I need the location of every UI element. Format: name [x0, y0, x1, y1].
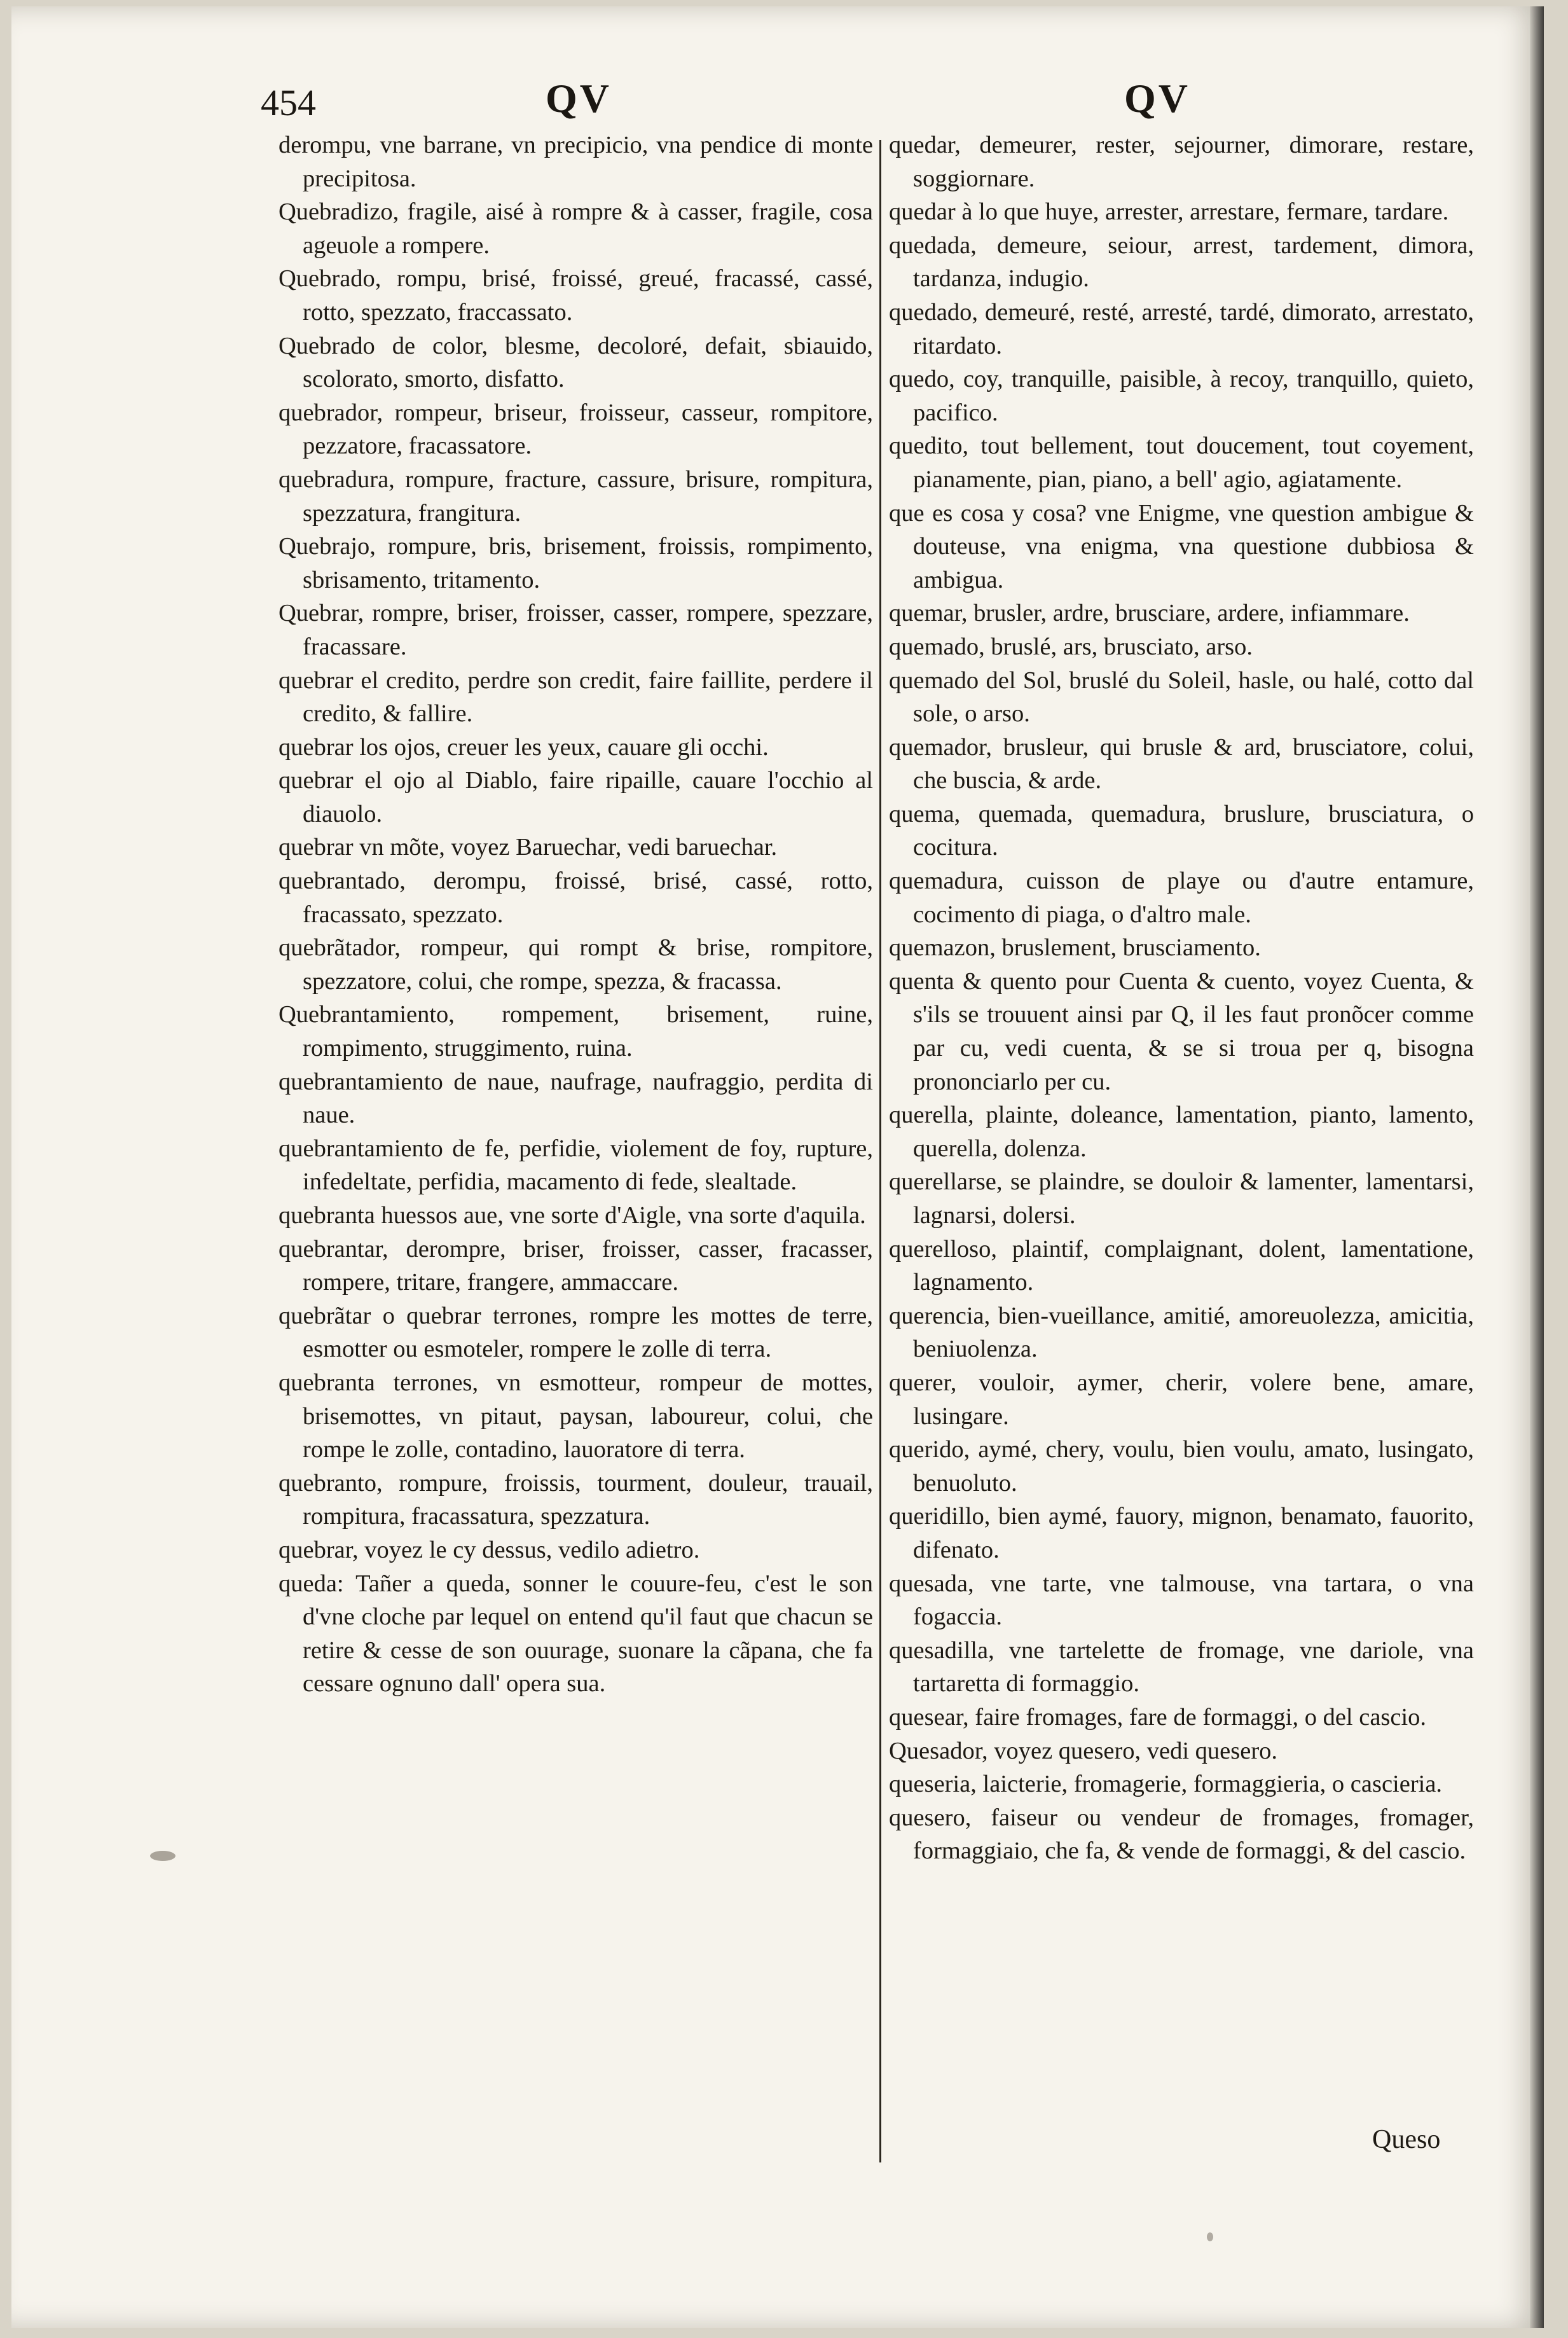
dictionary-entry: querencia, bien-vueillance, amitié, amoreuolezza, amicitia, beniuolenza.	[889, 1302, 1474, 1363]
dictionary-entry: quema, quemada, quemadura, bruslure, brusciatura, o cocitura.	[889, 800, 1474, 861]
dictionary-entry: queda: Tañer a queda, sonner le couure-feu, c'est le son d'vne cloche par lequel on entend qu'il faut que chacun se retire & cesse de son ouurage, suonare la cãpana, che fa cessare ognuno dall' opera sua.	[279, 1570, 873, 1698]
column-divider	[879, 140, 881, 2162]
book-spine-shadow	[1530, 6, 1544, 2328]
ink-blot	[1207, 2232, 1213, 2241]
dictionary-entry: quebrar el credito, perdre son credit, faire faillite, perdere il credito, & fallire.	[279, 667, 873, 728]
dictionary-entry: quebradura, rompure, fracture, cassure, brisure, rompitura, spezzatura, frangitura.	[279, 466, 873, 527]
dictionary-entry: quesadilla, vne tartelette de fromage, vne dariole, vna tartaretta di formaggio.	[889, 1636, 1474, 1698]
dictionary-entry: quebrar los ojos, creuer les yeux, cauare gli occhi.	[279, 733, 769, 761]
book-page	[11, 6, 1544, 2328]
page-number: 454	[261, 82, 316, 123]
dictionary-entry: quebranta terrones, vn esmotteur, rompeur de mottes, brisemottes, vn pitaut, paysan, laboureur, colui, che rompe le zolle, contadino, lauoratore di terra.	[279, 1369, 873, 1463]
dictionary-entry: queseria, laicterie, fromagerie, formaggieria, o cascieria.	[889, 1771, 1443, 1798]
dictionary-entry: quemadura, cuisson de playe ou d'autre entamure, cocimento di piaga, o d'altro male.	[889, 868, 1474, 928]
dictionary-entry: derompu, vne barrane, vn precipicio, vna pendice di monte precipitosa.	[279, 132, 873, 192]
dictionary-entry: quemado, bruslé, ars, brusciato, arso.	[889, 633, 1253, 660]
dictionary-entry: queridillo, bien aymé, fauory, mignon, benamato, fauorito, difenato.	[889, 1503, 1474, 1563]
dictionary-entry: querellarse, se plaindre, se douloir & lamenter, lamentarsi, lagnarsi, dolersi.	[889, 1168, 1474, 1229]
dictionary-entry: quebrantamiento de naue, naufrage, naufraggio, perdita di naue.	[279, 1068, 873, 1129]
dictionary-entry: querella, plainte, doleance, lamentation, pianto, lamento, querella, dolenza.	[889, 1102, 1474, 1162]
dictionary-entry: quemar, brusler, ardre, brusciare, ardere, infiammare.	[889, 600, 1410, 627]
dictionary-entry: Quesador, voyez quesero, vedi quesero.	[889, 1737, 1278, 1764]
dictionary-entry: quesero, faiseur ou vendeur de fromages, fromager, formaggiaio, che fa, & vende de formaggi, & del cascio.	[889, 1804, 1474, 1865]
dictionary-entry: quebrantamiento de fe, perfidie, violement de foy, rupture, infedeltate, perfidia, macamento di fede, slealtade.	[279, 1135, 873, 1196]
dictionary-entry: quebrãtador, rompeur, qui rompt & brise, rompitore, spezzatore, colui, che rompe, spezza, & fracassa.	[279, 934, 873, 995]
dictionary-entry: quedar, demeurer, rester, sejourner, dimorare, restare, soggiornare.	[889, 132, 1474, 192]
dictionary-entry: Quebrajo, rompure, bris, brisement, froissis, rompimento, sbrisamento, tritamento.	[279, 533, 873, 593]
dictionary-entry: quebranto, rompure, froissis, tourment, douleur, trauail, rompitura, fracassatura, spezzatura.	[279, 1469, 873, 1530]
dictionary-entry: querido, aymé, chery, voulu, bien voulu, amato, lusingato, benuoluto.	[889, 1436, 1474, 1497]
dictionary-entry: quebrantar, derompre, briser, froisser, casser, fracasser, rompere, tritare, frangere, ammaccare.	[279, 1235, 873, 1296]
left-column	[279, 128, 873, 1701]
dictionary-entry: quedada, demeure, seiour, arrest, tardement, dimora, tardanza, indugio.	[889, 232, 1474, 293]
dictionary-entry: quebrar el ojo al Diablo, faire ripaille, cauare l'occhio al diauolo.	[279, 767, 873, 827]
dictionary-entry: quedito, tout bellement, tout doucement, tout coyement, pianamente, pian, piano, a bell' agio, agiatamente.	[889, 432, 1474, 493]
dictionary-entry: quenta & quento pour Cuenta & cuento, voyez Cuenta, & s'ils se trouuent ainsi par Q, il les faut pronõcer comme par cu, vedi cuenta, & se si troua per q, bisogna prononciarlo per cu.	[889, 967, 1474, 1095]
ink-blot	[150, 1851, 175, 1861]
dictionary-entry: quemador, brusleur, qui brusle & ard, brusciatore, colui, che buscia, & arde.	[889, 733, 1474, 794]
running-head-left: QV	[546, 76, 612, 121]
dictionary-entry: Quebradizo, fragile, aisé à rompre & à casser, fragile, cosa ageuole a rompere.	[279, 198, 873, 259]
dictionary-entry: quebranta huessos aue, vne sorte d'Aigle, vna sorte d'aquila.	[279, 1202, 866, 1229]
dictionary-entry: Quebrado de color, blesme, decoloré, defait, sbiauido, scolorato, smorto, disfatto.	[279, 332, 873, 393]
running-head-right: QV	[1124, 76, 1190, 121]
dictionary-entry: Quebrar, rompre, briser, froisser, casser, rompere, spezzare, fracassare.	[279, 600, 873, 660]
catchword: Queso	[1372, 2125, 1441, 2154]
dictionary-entry: quebrantado, derompu, froissé, brisé, cassé, rotto, fracassato, spezzato.	[279, 868, 873, 928]
dictionary-entry: quebrãtar o quebrar terrones, rompre les mottes de terre, esmotter ou esmoteler, rompere le zolle di terra.	[279, 1302, 873, 1363]
dictionary-entry: quedo, coy, tranquille, paisible, à recoy, tranquillo, quieto, pacifico.	[889, 366, 1474, 426]
dictionary-entry: quebrador, rompeur, briseur, froisseur, casseur, rompitore, pezzatore, fracassatore.	[279, 399, 873, 460]
dictionary-entry: quesada, vne tarte, vne talmouse, vna tartara, o vna fogaccia.	[889, 1570, 1474, 1631]
right-column	[889, 128, 1474, 1868]
dictionary-entry: Quebrantamiento, rompement, brisement, ruine, rompimento, struggimento, ruina.	[279, 1001, 873, 1062]
dictionary-entry: quebrar vn mõte, voyez Baruechar, vedi baruechar.	[279, 834, 778, 861]
dictionary-entry: quedar à lo que huye, arrester, arrestare, fermare, tardare.	[889, 198, 1449, 226]
dictionary-entry: Quebrado, rompu, brisé, froissé, greué, fracassé, cassé, rotto, spezzato, fraccassato.	[279, 265, 873, 326]
dictionary-entry: quebrar, voyez le cy dessus, vedilo adietro.	[279, 1536, 700, 1563]
dictionary-entry: que es cosa y cosa? vne Enigme, vne question ambigue & douteuse, vna enigma, vna questione dubbiosa & ambigua.	[889, 499, 1474, 593]
dictionary-entry: querer, vouloir, aymer, cherir, volere bene, amare, lusingare.	[889, 1369, 1474, 1430]
dictionary-entry: quedado, demeuré, resté, arresté, tardé, dimorato, arrestato, ritardato.	[889, 298, 1474, 359]
dictionary-entry: quemazon, bruslement, brusciamento.	[889, 934, 1261, 962]
dictionary-entry: querelloso, plaintif, complaignant, dolent, lamentatione, lagnamento.	[889, 1235, 1474, 1296]
dictionary-entry: quemado del Sol, bruslé du Soleil, hasle, ou halé, cotto dal sole, o arso.	[889, 667, 1474, 728]
dictionary-entry: quesear, faire fromages, fare de formaggi, o del cascio.	[889, 1703, 1427, 1731]
